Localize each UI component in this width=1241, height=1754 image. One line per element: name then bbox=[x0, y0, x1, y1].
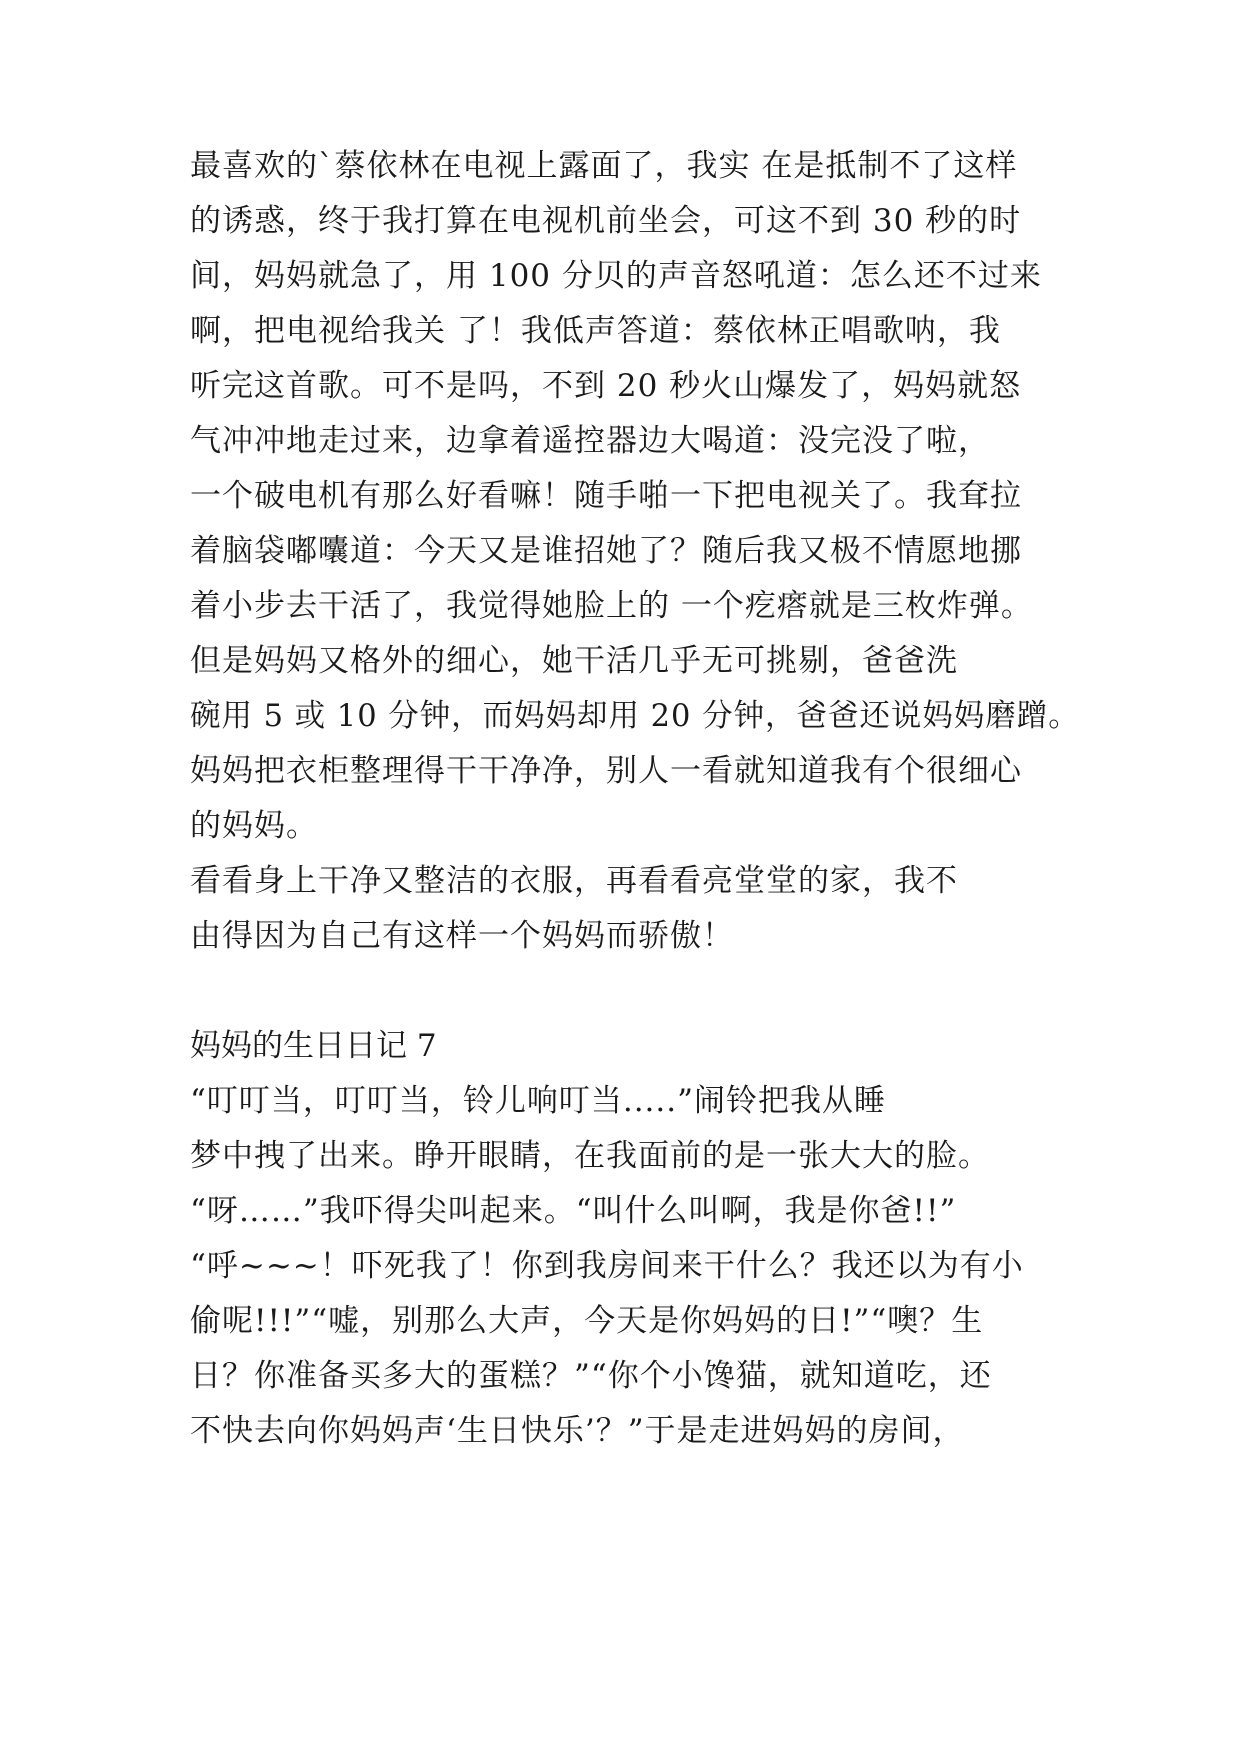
body-line: 梦中拽了出来。睁开眼睛，在我面前的是一张大大的脸。 bbox=[190, 1138, 990, 1174]
body-line: 日？你准备买多大的蛋糕？”“你个小馋猫，就知道吃，还 bbox=[190, 1358, 992, 1394]
body-line: 的诱惑，终于我打算在电视机前坐会，可这不到 30 秒的时 bbox=[190, 203, 1022, 239]
body-line: 听完这首歌。可不是吗，不到 20 秒火山爆发了，妈妈就怒 bbox=[190, 368, 1022, 404]
body-line: 但是妈妈又格外的细心，她干活几乎无可挑剔，爸爸洗 bbox=[190, 643, 958, 679]
body-line: 气冲冲地走过来，边拿着遥控器边大喝道：没完没了啦， bbox=[190, 423, 990, 459]
body-line: “呼~~~！吓死我了！你到我房间来干什么？我还以为有小 bbox=[190, 1248, 1024, 1284]
body-line: 碗用 5 或 10 分钟，而妈妈却用 20 分钟，爸爸还说妈妈磨蹭。 bbox=[190, 698, 1080, 734]
section-heading: 妈妈的生日日记 7 bbox=[190, 1028, 437, 1064]
body-line: “叮叮当，叮叮当，铃儿响叮当.....”闹铃把我从睡 bbox=[190, 1083, 886, 1119]
body-line: 一个破电机有那么好看嘛！随手啪一下把电视关了。我耷拉 bbox=[190, 478, 1022, 514]
body-line: 偷呢!!!”“嘘，别那么大声，今天是你妈妈的日!”“噢？生 bbox=[190, 1303, 984, 1339]
body-line: 最喜欢的`蔡依林在电视上露面了，我实 在是抵制不了这样 bbox=[190, 148, 1018, 184]
body-line: 的妈妈。 bbox=[190, 808, 318, 844]
body-line: “呀……”我吓得尖叫起来。“叫什么叫啊，我是你爸!!” bbox=[190, 1193, 957, 1229]
body-line: 看看身上干净又整洁的衣服，再看看亮堂堂的家，我不 bbox=[190, 863, 958, 899]
body-line: 着脑袋嘟囔道：今天又是谁招她了？随后我又极不情愿地挪 bbox=[190, 533, 1022, 569]
body-line: 由得因为自己有这样一个妈妈而骄傲！ bbox=[190, 918, 734, 954]
body-line: 间，妈妈就急了，用 100 分贝的声音怒吼道：怎么还不过来 bbox=[190, 258, 1042, 294]
body-line: 不快去向你妈妈声‘生日快乐’？”于是走进妈妈的房间， bbox=[190, 1413, 965, 1449]
body-line: 妈妈把衣柜整理得干干净净，别人一看就知道我有个很细心 bbox=[190, 753, 1022, 789]
body-line: 着小步去干活了，我觉得她脸上的 一个疙瘩就是三枚炸弹。 bbox=[190, 588, 1033, 624]
body-line: 啊，把电视给我关 了！我低声答道：蔡依林正唱歌呐，我 bbox=[190, 313, 1001, 349]
